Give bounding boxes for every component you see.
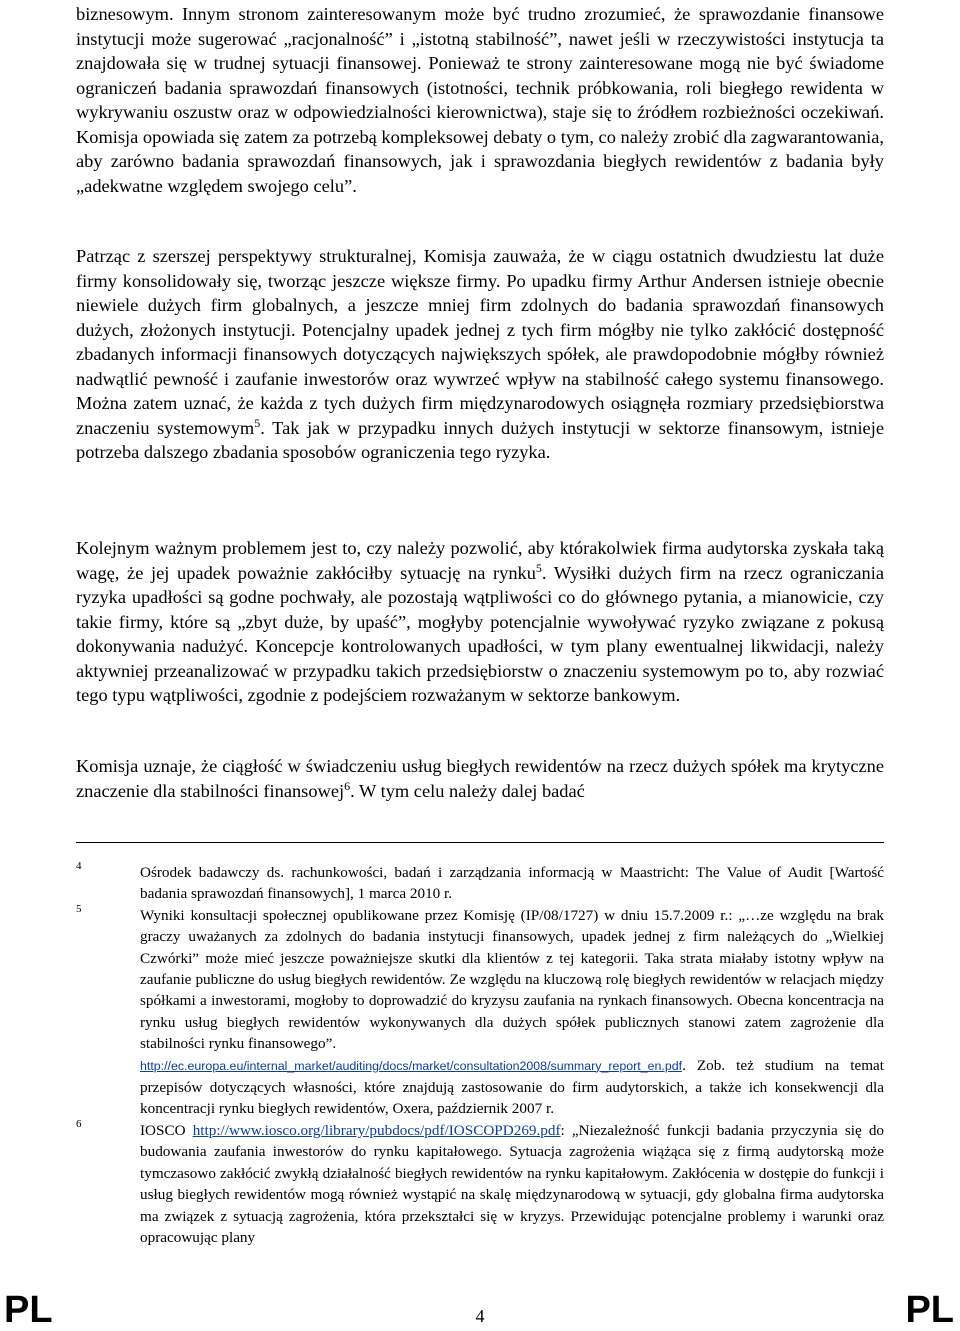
footnote-number: 5 xyxy=(76,902,82,915)
footnote-6-link[interactable]: http://www.iosco.org/library/pubdocs/pdf/IOSCOPD269.pdf xyxy=(192,1121,561,1139)
paragraph-2-text-b: . Tak jak w przypadku innych dużych instytucji w sektorze finansowym, istnieje potrzeba dalszego zbadania sposobów ograniczenia tego ryzyka. xyxy=(76,417,884,462)
paragraph-4-text-b: . W tym celu należy dalej badać xyxy=(350,780,585,801)
footnote-ref-6[interactable]: 6 xyxy=(344,778,351,793)
footnote-divider xyxy=(76,842,884,843)
footnote-ref-5[interactable]: 5 xyxy=(254,415,261,430)
footnote-ref-5b[interactable]: 5 xyxy=(535,560,542,575)
footnote-6-text-a: IOSCO xyxy=(140,1121,193,1139)
footnote-5-link[interactable]: http://ec.europa.eu/internal_market/auditing/docs/market/consultation2008/summary_report_en.pdf xyxy=(140,1058,683,1073)
footnote-4 xyxy=(76,862,884,905)
paragraph-1-text: biznesowym. Innym stronom zainteresowanym może być trudno zrozumieć, że sprawozdanie finansowe instytucji może sugerować „racjonalność” i „istotną stabilność”, nawet jeśli w rzeczywistości instytucja ta znajdowała się w trudnej sytuacji finansowej. Ponieważ te strony zainteresowane mogą nie być świadome ograniczeń badania sprawozdań finansowych (istotności, technik próbkowania, roli biegłego rewidenta w wykrywaniu oszustw oraz w odpowiedzialności kierownictwa), staje się to źródłem rozbieżności oczekiwań. Komisja opowiada się zatem za potrzebą kompleksowej debaty o tym, co należy zrobić dla zagwarantowania, aby zarówno badania sprawozdań finansowych, jak i sprawozdania biegłych rewidentów z badania były „adekwatne względem swojego celu”. xyxy=(76,4,884,196)
page-number: 4 xyxy=(475,1306,485,1326)
footnote-5-text-b: . Zob. też studium na temat przepisów dotyczących własności, które znajdują zastosowanie do firm audytorskich, a także ich konsekwencji dla koncentracji rynku biegłych rewidentów, Oxera, październik 2007 r. xyxy=(140,1056,884,1118)
paragraph-4-text-a: Komisja uznaje, że ciągłość w świadczeniu usług biegłych rewidentów na rzecz dużych spółek ma krytyczne znaczenie dla stabilności finansowej xyxy=(76,756,884,801)
footnote-number: 4 xyxy=(76,860,82,872)
paragraph-3-text-b: . Wysiłki dużych firm na rzecz ograniczania ryzyka upadłości są godne pochwały, ale pozostają wątpliwości co do głównego pytania, a mianowicie, czy takie firmy, które są „zbyt duże, by upaść”, mogłyby potencjalnie wywoływać ryzyko związane z pokusą dokonywania nadużyć. Koncepcje kontrolowanych upadłości, w tym plany ewentualnej likwidacji, należy aktywniej przeanalizować w przypadku takich przedsiębiorstw o znaczeniu systemowym po to, aby rozwiać tego typu wątpliwości, zgodnie z podejściem rozważanym w sektorze bankowym. xyxy=(76,562,884,705)
footnote-5-text-a: Wyniki konsultacji społecznej opublikowane przez Komisję (IP/08/1727) w dniu 15.7.2009 r.: „…ze względu na brak graczy uważanych za zdolnych do badania instytucji finansowych, upadek jednej z firm należących do „Wielkiej Czwórki” może mieć jeszcze poważniejsze skutki dla klientów z tej kategorii. Taka strata miałaby istotny wpływ na zaufanie publiczne do usług biegłych rewidentów. Ze względu na kluczową rolę biegłych rewidentów w relacjach między spółkami a inwestorami, mogłoby to doprowadzić do kryzysu zaufania na rynkach finansowych. Obecna koncentracja na rynku usług biegłych rewidentów wykonywanych dla dużych spółek publicznych stanowi zatem zagrożenie dla stabilności rynku finansowego”. xyxy=(140,906,884,1053)
footnote-6-text-b: : „Niezależność funkcji badania przyczynia się do budowania zaufania inwestorów do rynku kapitałowego. Sytuacja zagrożenia wiążąca się z firmą audytorską może tymczasowo zakłócić zwykłą działalność biegłych rewidentów na rynku kapitałowym. Zakłócenia w dostępie do funkcji i usług biegłych rewidentów mogą również wystąpić na skalę międzynarodową w sytuacji, gdy globalna firma audytorska ma związek z sytuacją zagrożenia, która przekształci się w kryzys. Przewidując potencjalne problemy i warunki oraz opracowując plany xyxy=(140,1121,885,1246)
paragraph-3 xyxy=(76,536,884,708)
footnote-text xyxy=(140,1120,884,1248)
main-text-3 xyxy=(76,536,884,708)
paragraph-4 xyxy=(76,754,884,803)
footnote-text: Ośrodek badawczy ds. rachunkowości, badań i zarządzania informacją w Maastricht: The Value of Audit [Wartość badania sprawozdań finansowych], 1 marca 2010 r. xyxy=(140,864,884,903)
footnote-text xyxy=(140,905,884,1120)
main-text xyxy=(76,2,884,198)
main-text-2 xyxy=(76,244,884,465)
footnote-number: 6 xyxy=(76,1117,82,1130)
footer-language-right: PL xyxy=(905,1289,954,1331)
paragraph-1 xyxy=(76,2,884,198)
main-text-4 xyxy=(76,754,884,803)
footnotes xyxy=(76,862,884,1248)
paragraph-2 xyxy=(76,244,884,465)
paragraph-3-text-a: Kolejnym ważnym problemem jest to, czy należy pozwolić, aby którakolwiek firma audytorska zyskała taką wagę, że jej upadek poważnie zakłóciłby sytuację na rynku xyxy=(76,538,884,583)
paragraph-2-text-a: Patrząc z szerszej perspektywy strukturalnej, Komisja zauważa, że w ciągu ostatnich dwudziestu lat duże firmy konsolidowały się, tworząc jeszcze większe firmy. Po upadku firmy Arthur Andersen istnieje obecnie niewiele dużych firm globalnych, a jeszcze mniej firm zdolnych do badania sprawozdań finansowych dużych, złożonych instytucji. Potencjalny upadek jednej z tych firm mógłby nie tylko zakłócić dostępność zbadanych informacji finansowych dotyczących największych spółek, ale prawdopodobnie mógłby również nadwątlić pewność i zaufanie inwestorów oraz wywrzeć wpływ na stabilność całego systemu finansowego. Można zatem uznać, że każda z tych dużych firm międzynarodowych osiągnęła rozmiary przedsiębiorstwa znaczeniu systemowym xyxy=(76,246,884,438)
footer-language-left: PL xyxy=(4,1289,53,1331)
footnote-5 xyxy=(76,902,884,1120)
footnote-6 xyxy=(76,1117,885,1248)
